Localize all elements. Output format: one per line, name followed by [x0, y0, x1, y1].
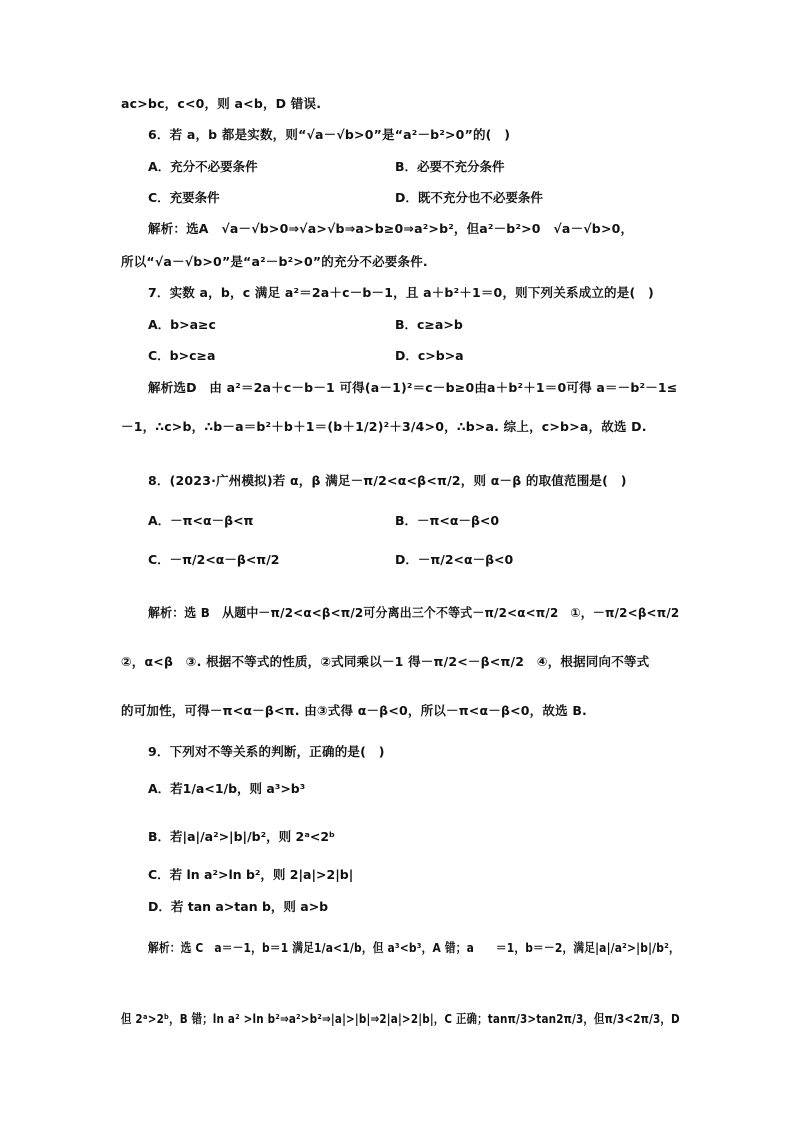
question-9: 9．下列对不等关系的判断，正确的是( ): [148, 744, 385, 759]
solution-9-line-1: 解析：选 C a＝－1，b＝1 满足1/a<1/b，但 a³<b³，A 错；a ＝1，b＝－2，满足|a|/a²>|b|/b²，: [148, 940, 680, 955]
option-7b: B．c≥a>b: [395, 317, 463, 332]
question-7: 7．实数 a，b，c 满足 a²＝2a＋c－b－1，且 a＋b²＋1＝0，则下列关系成立的是( ): [148, 285, 654, 300]
solution-6-line-1: 解析：选A √a－√b>0⇒√a>√b⇒a>b≥0⇒a²>b²，但a²－b²>0 √a－√b>0，: [148, 221, 634, 236]
option-8d: D．－π/2<α－β<0: [395, 552, 514, 567]
solution-6-line-2: 所以“√a－√b>0”是“a²－b²>0”的充分不必要条件.: [121, 254, 428, 269]
option-9b: B．若|a|/a²>|b|/b²，则 2ᵃ<2ᵇ: [148, 829, 336, 844]
option-8a: A．－π<α－β<π: [148, 513, 254, 528]
option-8c: C．－π/2<α－β<π/2: [148, 552, 280, 567]
option-7a: A．b>a≥c: [148, 317, 216, 332]
question-6: 6．若 a，b 都是实数，则“√a－√b>0”是“a²－b²>0”的( ): [148, 127, 511, 142]
option-7c: C．b>c≥a: [148, 348, 216, 363]
solution-7-line-1: 解析选D 由 a²＝2a＋c－b－1 可得(a－1)²＝c－b≥0由a＋b²＋1＝0可得 a＝－b²－1≤: [148, 380, 678, 395]
solution-7-line-2: －1，∴c>b，∴b－a＝b²＋b＋1＝(b＋1/2)²＋3/4>0，∴b>a. 综上，c>b>a，故选 D.: [121, 419, 647, 434]
option-6b: B．必要不充分条件: [395, 159, 505, 174]
solution-8-line-3: 的可加性，可得－π<α－β<π. 由③式得 α－β<0，所以－π<α－β<0，故选 B.: [121, 703, 587, 718]
option-8b: B．－π<α－β<0: [395, 513, 500, 528]
option-9a: A．若1/a<1/b，则 a³>b³: [148, 781, 306, 796]
question-8: 8．(2023·广州模拟)若 α，β 满足－π/2<α<β<π/2，则 α－β 的取值范围是( ): [148, 473, 627, 488]
option-7d: D．c>b>a: [395, 348, 464, 363]
text-line: ac>bc，c<0，则 a<b，D 错误.: [121, 96, 322, 111]
option-9c: C．若 ln a²>ln b²，则 2|a|>2|b|: [148, 867, 354, 882]
option-6a: A．充分不必要条件: [148, 159, 258, 174]
solution-8-line-2: ②，α<β ③. 根据不等式的性质，②式同乘以－1 得－π/2<－β<π/2 ④，根据同向不等式: [121, 654, 650, 669]
option-6c: C．充要条件: [148, 190, 220, 205]
option-9d: D．若 tan a>tan b，则 a>b: [148, 899, 329, 914]
solution-9-line-2: 但 2ᵃ>2ᵇ，B 错；ln a² >ln b²⇒a²>b²⇒|a|>|b|⇒2|a|>2|b|，C 正确；tanπ/3>tan2π/3，但π/3<2π/3，D: [121, 1011, 680, 1026]
solution-8-line-1: 解析：选 B 从题中－π/2<α<β<π/2可分离出三个不等式－π/2<α<π/2 ①，－π/2<β<π/2: [148, 605, 680, 620]
option-6d: D．既不充分也不必要条件: [395, 190, 543, 205]
